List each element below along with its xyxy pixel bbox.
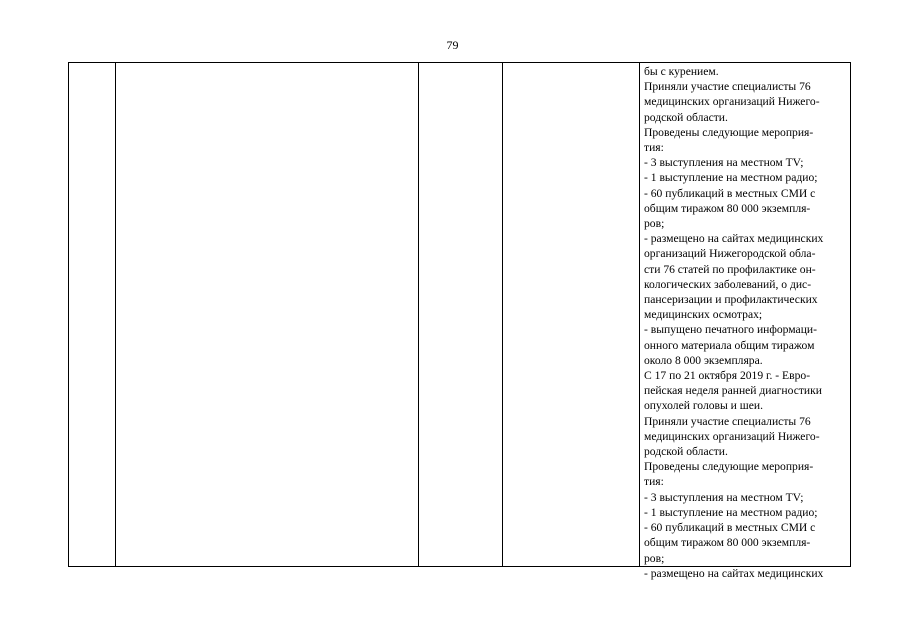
table-cell-col-4: [503, 63, 640, 566]
table-cell-col-2: [116, 63, 419, 566]
text-line: - размещено на сайтах медицинских: [644, 566, 824, 580]
text-line: сти 76 статей по профилактике он-: [644, 262, 816, 276]
text-line: опухолей головы и шеи.: [644, 399, 763, 413]
text-line: ров;: [644, 217, 665, 231]
text-line: кологических заболеваний, о дис-: [644, 277, 812, 291]
text-line: онного материала общим тиражом: [644, 338, 815, 352]
text-line: - выпущено печатного информаци-: [644, 323, 817, 337]
text-line: медицинских организаций Нижего-: [644, 95, 820, 109]
text-line: медицинских осмотрах;: [644, 308, 763, 322]
text-line: - 60 публикаций в местных СМИ с: [644, 521, 816, 535]
text-line: родской области.: [644, 110, 728, 124]
text-line: пейская неделя ранней диагностики: [644, 384, 822, 398]
table-cell-col-1: [69, 63, 116, 566]
text-line: около 8 000 экземпляра.: [644, 353, 763, 367]
text-line: медицинских организаций Нижего-: [644, 429, 820, 443]
table-cell-col-3: [419, 63, 503, 566]
text-line: - размещено на сайтах медицинских: [644, 232, 824, 246]
text-line: - 1 выступление на местном радио;: [644, 505, 818, 519]
text-line: - 3 выступления на местном TV;: [644, 490, 804, 504]
text-line: родской области.: [644, 445, 728, 459]
text-line: тия:: [644, 475, 664, 489]
text-line: бы с курением.: [644, 65, 719, 78]
text-line: Приняли участие специалисты 76: [644, 414, 811, 428]
table-cell-col-5: [640, 63, 850, 580]
text-line: организаций Нижегородской обла-: [644, 247, 816, 261]
text-line: - 3 выступления на местном TV;: [644, 156, 804, 170]
text-line: общим тиражом 80 000 экземпля-: [644, 201, 811, 215]
text-line: ров;: [644, 551, 665, 565]
text-line: - 1 выступление на местном радио;: [644, 171, 818, 185]
text-line: С 17 по 21 октября 2019 г. - Евро-: [644, 369, 811, 383]
text-line: общим тиражом 80 000 экземпля-: [644, 536, 811, 550]
text-line: Приняли участие специалисты 76: [644, 80, 811, 94]
text-line: Проведены следующие мероприя-: [644, 460, 814, 474]
page-number: 79: [446, 38, 459, 52]
text-line: - 60 публикаций в местных СМИ с: [644, 186, 816, 200]
text-line: Проведены следующие мероприя-: [644, 125, 814, 139]
text-line: пансеризации и профилактических: [644, 293, 818, 307]
text-line: тия:: [644, 141, 664, 155]
document-table: [68, 62, 851, 580]
